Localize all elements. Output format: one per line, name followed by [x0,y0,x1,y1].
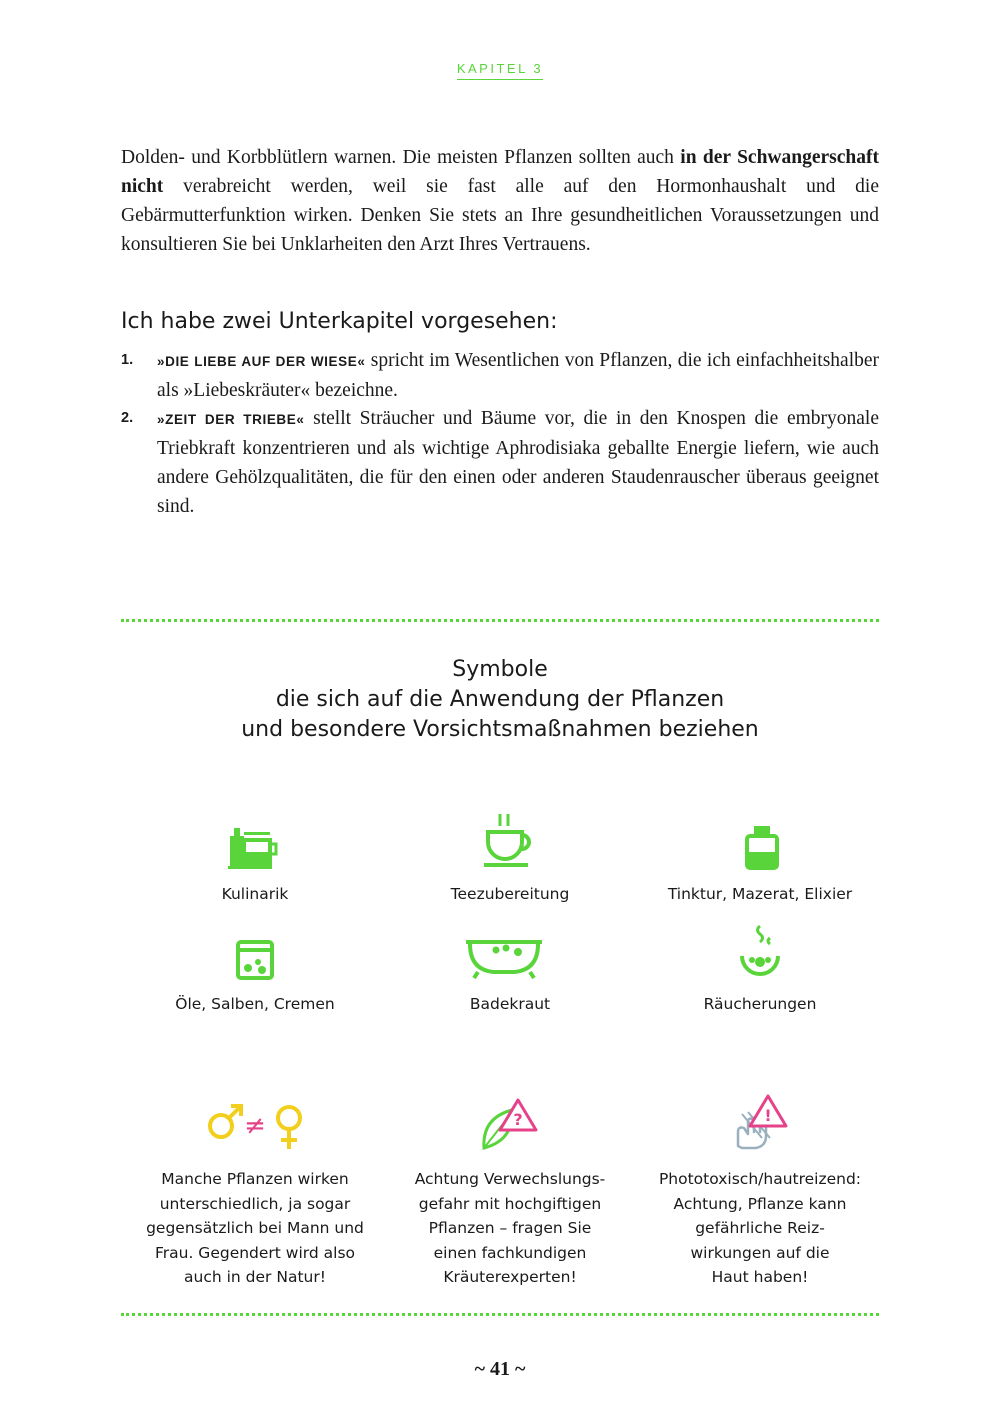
warning-line: Frau. Gegendert wird also [154,1243,356,1262]
list-tag: »DIE LIEBE AUF DER WIESE« [157,354,366,369]
symbol-label: Kulinarik [221,885,289,903]
symbol-label: Tinktur, Mazerat, Elixier [667,885,853,903]
warning-line: Pflanzen – fragen Sie [428,1219,592,1237]
kitchen-appliance-icon [228,826,282,870]
leaf-warning-icon [480,1096,540,1152]
svg-text:?: ? [513,1110,523,1129]
warning-line: Manche Pflanzen wirken [161,1170,349,1188]
intro-text-2: verabreicht werden, weil sie fast alle auf den Hormonhaushalt und die Gebärmutterfunktion wirken. Denken Sie stets an Ihre gesundheitlichen Voraussetzungen und konsultieren Sie bei Unklarheiten den Arzt Ihres Vertrauens. [121,176,879,255]
bathtub-icon [466,938,542,980]
warning-description [125,1167,385,1290]
intro-paragraph [121,143,879,259]
section-subheading: Ich habe zwei Unterkapitel vorgesehen: [121,309,558,334]
warning-line: auch in der Natur! [184,1268,326,1286]
incense-bowl-icon [740,924,780,978]
list-item [121,346,879,405]
page-number: ~ 41 ~ [474,1358,526,1380]
symbol-label: Öle, Salben, Cremen [175,995,335,1013]
warning-line: Kräuterexperten! [443,1268,577,1286]
intro-bold-text: in der Schwangerschaft nicht [121,147,879,197]
chapter-header [0,60,1000,78]
warning-line: gefahr mit hochgiftigen [418,1194,602,1213]
intro-text-1: Dolden- und Korbblütlern warnen. Die meisten Pflanzen sollten auch [121,147,681,168]
warning-description [380,1167,640,1290]
list-number: 2. [121,410,134,426]
list-item [121,404,879,521]
symbols-title-line: und besondere Vorsichtsmaßnahmen beziehen [241,717,759,742]
bottle-icon [745,826,779,870]
warning-line: Haut haben! [711,1268,809,1286]
warning-line: Phototoxisch/hautreizend: [658,1170,862,1188]
symbols-title [0,655,1000,745]
symbols-title-line: Symbole [452,657,548,682]
dotted-divider [121,1313,879,1316]
list-number: 1. [121,352,134,368]
symbol-label: Teezubereitung [450,885,570,903]
chapter-label: KAPITEL 3 [457,61,543,80]
teacup-icon [484,812,536,868]
warning-line: einen fachkundigen [433,1243,587,1262]
warning-line: unterschiedlich, ja sogar [159,1194,351,1213]
symbol-label: Badekraut [469,995,551,1013]
warning-line: Achtung, Pflanze kann [673,1194,847,1213]
list-text: spricht im Wesentlichen von Pflanzen, die ich einfachheitshalber als »Liebeskräuter« bezeichne. [157,350,880,401]
svg-text:!: ! [764,1106,772,1125]
gender-symbols-icon [205,1100,305,1152]
dotted-divider [121,619,879,622]
warning-line: wirkungen auf die [690,1243,830,1262]
not-equal-sign: ≠ [244,1111,266,1141]
symbols-title-line: die sich auf die Anwendung der Pflanzen [275,687,725,712]
salve-jar-icon [236,940,274,980]
list-text: stellt Sträucher und Bäume vor, die in den Knospen die embryonale Triebkraft konzentrieren und als wichtige Aphrodisiaka geballte Energie liefern, wie auch andere Gehölzqualitäten, die für den einen oder anderen Staudenrauscher überaus geeignet sind. [157,408,879,517]
symbol-label: Räucherungen [703,995,817,1013]
warning-line: gefährliche Reiz- [695,1219,825,1237]
list-tag: »ZEIT DER TRIEBE« [157,412,305,427]
warning-line: Achtung Verwechslungs- [414,1170,606,1188]
hand-warning-icon [734,1094,790,1152]
warning-line: gegensätzlich bei Mann und [146,1219,364,1237]
warning-description [630,1167,890,1290]
